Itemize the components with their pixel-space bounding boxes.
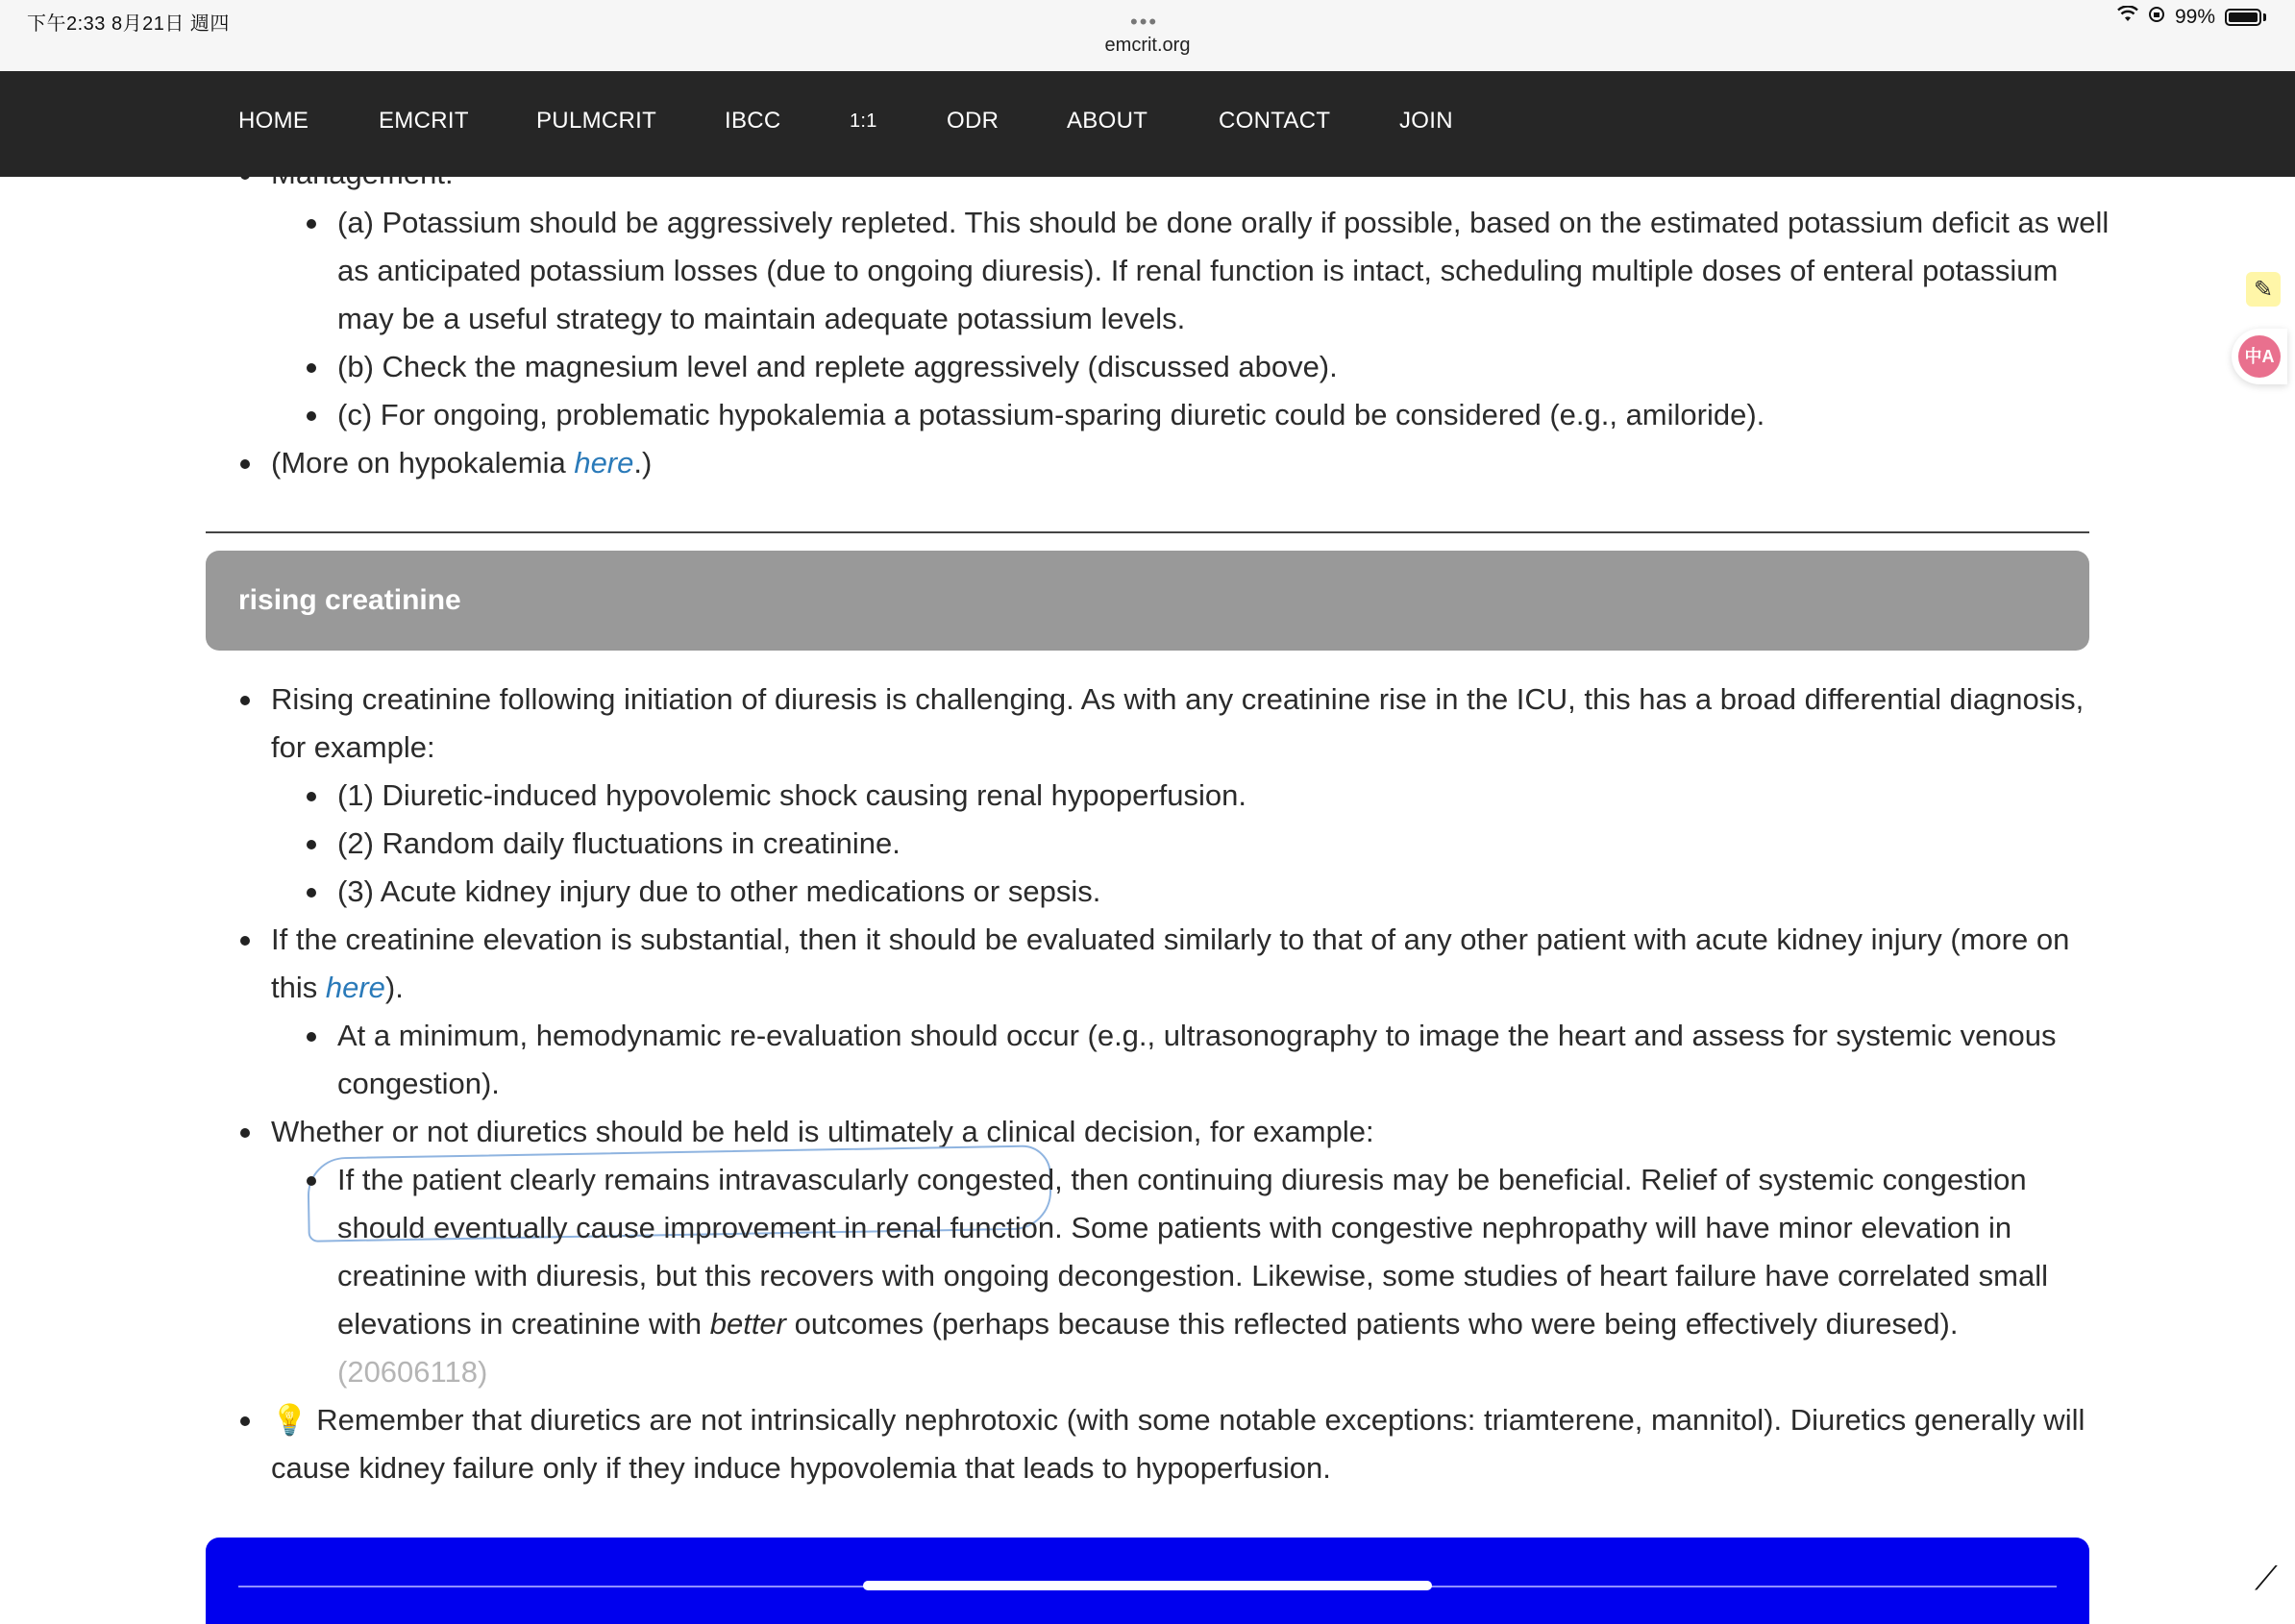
- text: (More on hypokalemia: [271, 446, 575, 480]
- text-line: (3) Acute kidney injury due to other medications or sepsis.: [337, 874, 1101, 908]
- status-time-date: 下午2:33 8月21日 週四: [27, 13, 230, 35]
- text-line: for example:: [271, 730, 435, 764]
- text-line: [271, 964, 404, 1012]
- nav-home[interactable]: HOME: [238, 108, 309, 134]
- translate-icon: 中A: [2238, 335, 2281, 378]
- battery-tip: [2263, 13, 2266, 21]
- text: elevations in creatinine with: [337, 1307, 710, 1341]
- list-item-minimum: [337, 1012, 2057, 1060]
- aki-link[interactable]: here: [325, 971, 385, 1004]
- list-item-sub-a: [337, 199, 2109, 247]
- text-line: as anticipated potassium losses (due to ongoing diuresis). If renal function is intact, scheduling multiple doses of enteral potassium: [337, 254, 2059, 287]
- site-nav: [0, 71, 2295, 177]
- translate-button[interactable]: [2232, 329, 2287, 384]
- text-line: congestion).: [337, 1067, 500, 1100]
- text-line: may be a useful strategy to maintain adequate potassium levels.: [337, 302, 1186, 335]
- text-line: (a) Potassium should be aggressively repleted. This should be done orally if possible, based on the estimated potassium deficit as well: [337, 206, 2110, 239]
- list-item-sub-b: [337, 343, 1338, 391]
- text-line: (c) For ongoing, problematic hypokalemia a potassium-sparing diuretic could be considered (e.g., amiloride).: [337, 398, 1765, 431]
- nav-pulmcrit[interactable]: PULMCRIT: [536, 108, 657, 134]
- text: this: [271, 971, 326, 1004]
- text-line: (b) Check the magnesium level and replete aggressively (discussed above).: [337, 350, 1338, 383]
- nav-contact[interactable]: CONTACT: [1219, 108, 1331, 134]
- more-dots-icon[interactable]: •••: [1130, 10, 1159, 34]
- home-indicator[interactable]: [863, 1581, 1432, 1590]
- address-url[interactable]: emcrit.org: [1104, 35, 1191, 56]
- text-line: Rising creatinine following initiation of diuresis is challenging. As with any creatinine rise in the ICU, this has a broad differential diagnosis,: [271, 682, 2085, 716]
- nav-ibcc[interactable]: IBCC: [725, 108, 781, 134]
- nav-join[interactable]: JOIN: [1399, 108, 1453, 134]
- list-item-remember: [271, 1396, 2085, 1444]
- hypokalemia-link[interactable]: here: [574, 446, 634, 480]
- emphasis: better: [709, 1307, 786, 1341]
- nav-emcrit[interactable]: EMCRIT: [379, 108, 469, 134]
- nav-odr[interactable]: ODR: [947, 108, 999, 134]
- text: ).: [384, 971, 404, 1004]
- lightbulb-icon: 💡: [271, 1403, 308, 1437]
- battery-percent: 99%: [2174, 6, 2215, 28]
- text-line: If the creatinine elevation is substantial, then it should be evaluated similarly to that of any other patient with acute kidney injury (more on: [271, 923, 2070, 956]
- list-item-intro: [271, 676, 2084, 724]
- divider: [206, 531, 2089, 533]
- list-item-diff-3: [337, 868, 1100, 916]
- text-line: Whether or not diuretics should be held is ultimately a clinical decision, for example:: [271, 1115, 1374, 1148]
- list-item-congested: [337, 1156, 2027, 1204]
- battery-icon: [2225, 9, 2261, 26]
- status-bar: [0, 0, 2295, 71]
- pencil-stroke-icon[interactable]: ⟋: [2255, 1561, 2278, 1597]
- text: outcomes (perhaps because this reflected patients who were being effectively diuresed).: [786, 1307, 1959, 1341]
- status-icons: [2117, 6, 2266, 29]
- section-title: rising creatinine: [238, 584, 461, 616]
- text: .): [633, 446, 653, 480]
- text-line: creatinine with diuresis, but this recovers with ongoing decongestion. Likewise, some studies of heart failure have correlated small: [337, 1259, 2048, 1292]
- text-line: At a minimum, hemodynamic re-evaluation should occur (e.g., ultrasonography to image the heart and assess for systemic venous: [337, 1019, 2057, 1052]
- section-header: [206, 551, 2089, 651]
- wifi-icon: [2117, 6, 2138, 29]
- nav-one-on-one[interactable]: 1:1: [850, 111, 877, 132]
- text-line: Remember that diuretics are not intrinsically nephrotoxic (with some notable exceptions: triamterene, mannitol). Diuretics generally will: [316, 1403, 2085, 1437]
- list-item-substantial: [271, 916, 2069, 964]
- list-item-more-hypokalemia: [271, 439, 652, 487]
- pen-icon[interactable]: ✎: [2246, 272, 2281, 307]
- text-line: (1) Diuretic-induced hypovolemic shock causing renal hypoperfusion.: [337, 778, 1246, 812]
- text-line: should eventually cause improvement in renal function. Some patients with congestive nephropathy will have minor elevation in: [337, 1211, 2012, 1244]
- text-line: cause kidney failure only if they induce hypovolemia that leads to hypoperfusion.: [271, 1451, 1331, 1485]
- nav-about[interactable]: ABOUT: [1067, 108, 1148, 134]
- rotation-lock-icon: [2148, 6, 2165, 29]
- list-item-diff-1: [337, 772, 1246, 820]
- text-line: If the patient clearly remains intravascularly congested, then continuing diuresis may be beneficial. Relief of systemic congestion: [337, 1163, 2027, 1196]
- list-item-diff-2: [337, 820, 901, 868]
- pmid-reference[interactable]: (20606118): [337, 1355, 488, 1389]
- text-line: [337, 1300, 1958, 1348]
- text-line: (2) Random daily fluctuations in creatinine.: [337, 826, 901, 860]
- list-item-sub-c: [337, 391, 1764, 439]
